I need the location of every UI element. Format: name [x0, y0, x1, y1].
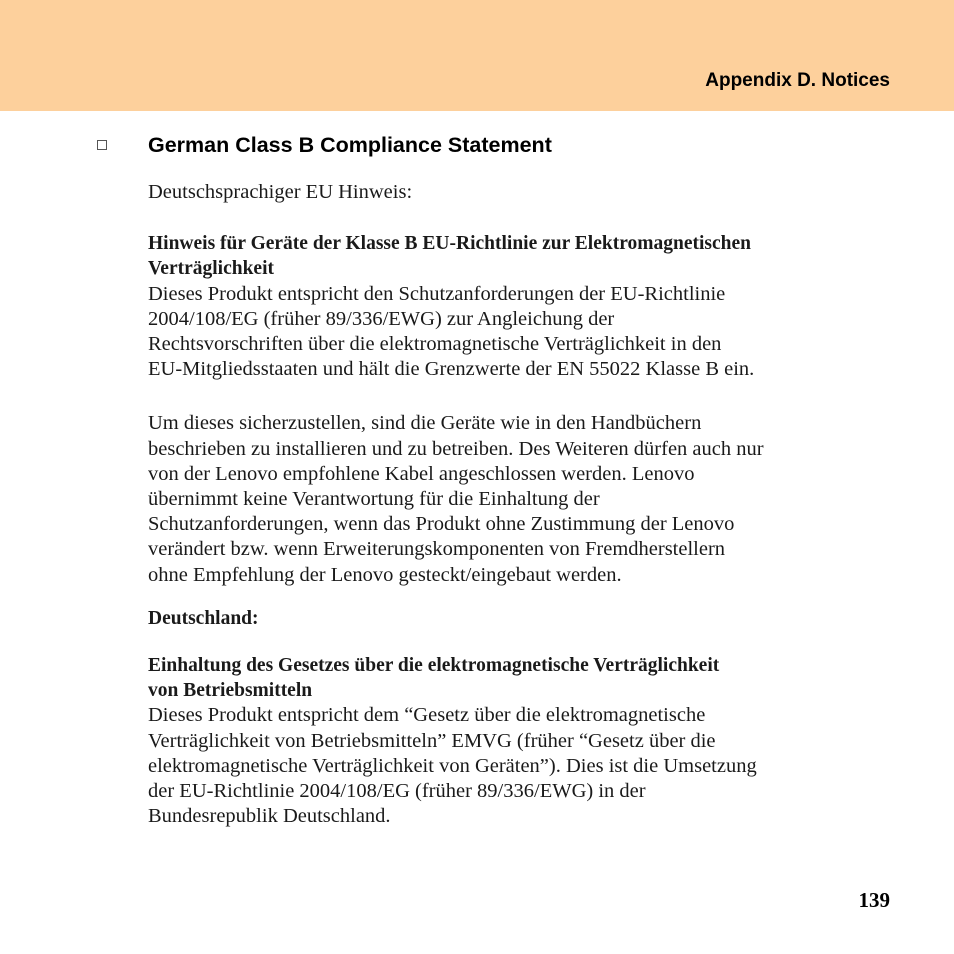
paragraph-2-line: beschrieben zu installieren und zu betreiben. Des Weiteren dürfen auch nur [148, 437, 764, 460]
notice2-body-line: der EU-Richtlinie 2004/108/EG (früher 89/336/EWG) in der [148, 780, 646, 803]
intro-text: Deutschsprachiger EU Hinweis: [148, 181, 413, 203]
notice2-body-line: Verträglichkeit von Betriebsmitteln” EMVG (früher “Gesetz über die [148, 729, 716, 752]
paragraph-2-line: von der Lenovo empfohlene Kabel angeschlossen werden. Lenovo [148, 462, 695, 485]
notice2-body-line: Bundesrepublik Deutschland. [148, 805, 391, 828]
country-heading: Deutschland: [148, 607, 259, 629]
notice1-body-line: EU-Mitgliedsstaaten und hält die Grenzwerte der EN 55022 Klasse B ein. [148, 358, 755, 381]
paragraph-2-line: ohne Empfehlung der Lenovo gesteckt/eingebaut werden. [148, 563, 622, 586]
notice1-heading-line: Hinweis für Geräte der Klasse B EU-Richtlinie zur Elektromagnetischen [148, 233, 752, 255]
paragraph-2-line: übernimmt keine Verantwortung für die Einhaltung der [148, 488, 600, 511]
notice2-body-line: elektromagnetische Verträglichkeit von Geräten”). Dies ist die Umsetzung [148, 754, 757, 777]
page-number: 139 [858, 888, 890, 912]
paragraph-2-line: verändert bzw. wenn Erweiterungskomponenten von Fremdherstellern [148, 538, 726, 561]
bullet-square-icon [97, 140, 107, 150]
paragraph-2-line: Schutzanforderungen, wenn das Produkt ohne Zustimmung der Lenovo [148, 513, 735, 536]
header-band [0, 0, 954, 111]
notice1-body-line: Dieses Produkt entspricht den Schutzanforderungen der EU-Richtlinie [148, 282, 726, 305]
notice1-body-line: Rechtsvorschriften über die elektromagnetische Verträglichkeit in den [148, 333, 722, 356]
notice2-body-line: Dieses Produkt entspricht dem “Gesetz über die elektromagnetische [148, 704, 706, 727]
notice1-heading-line: Verträglichkeit [148, 258, 274, 280]
notice1-heading [148, 231, 898, 281]
header-title: Appendix D. Notices [705, 70, 890, 91]
paragraph-2 [148, 411, 898, 587]
notice1-body-line: 2004/108/EG (früher 89/336/EWG) zur Angleichung der [148, 307, 615, 330]
section-title: German Class B Compliance Statement [148, 133, 552, 157]
notice2-heading-line: von Betriebsmitteln [148, 680, 313, 702]
paragraph-2-line: Um dieses sicherzustellen, sind die Geräte wie in den Handbüchern [148, 412, 702, 435]
document-body [148, 180, 898, 829]
notice2-heading [148, 653, 898, 703]
notice2-body [148, 703, 898, 829]
notice2-heading-line: Einhaltung des Gesetzes über die elektromagnetische Verträglichkeit [148, 655, 720, 677]
notice1-body [148, 282, 898, 383]
